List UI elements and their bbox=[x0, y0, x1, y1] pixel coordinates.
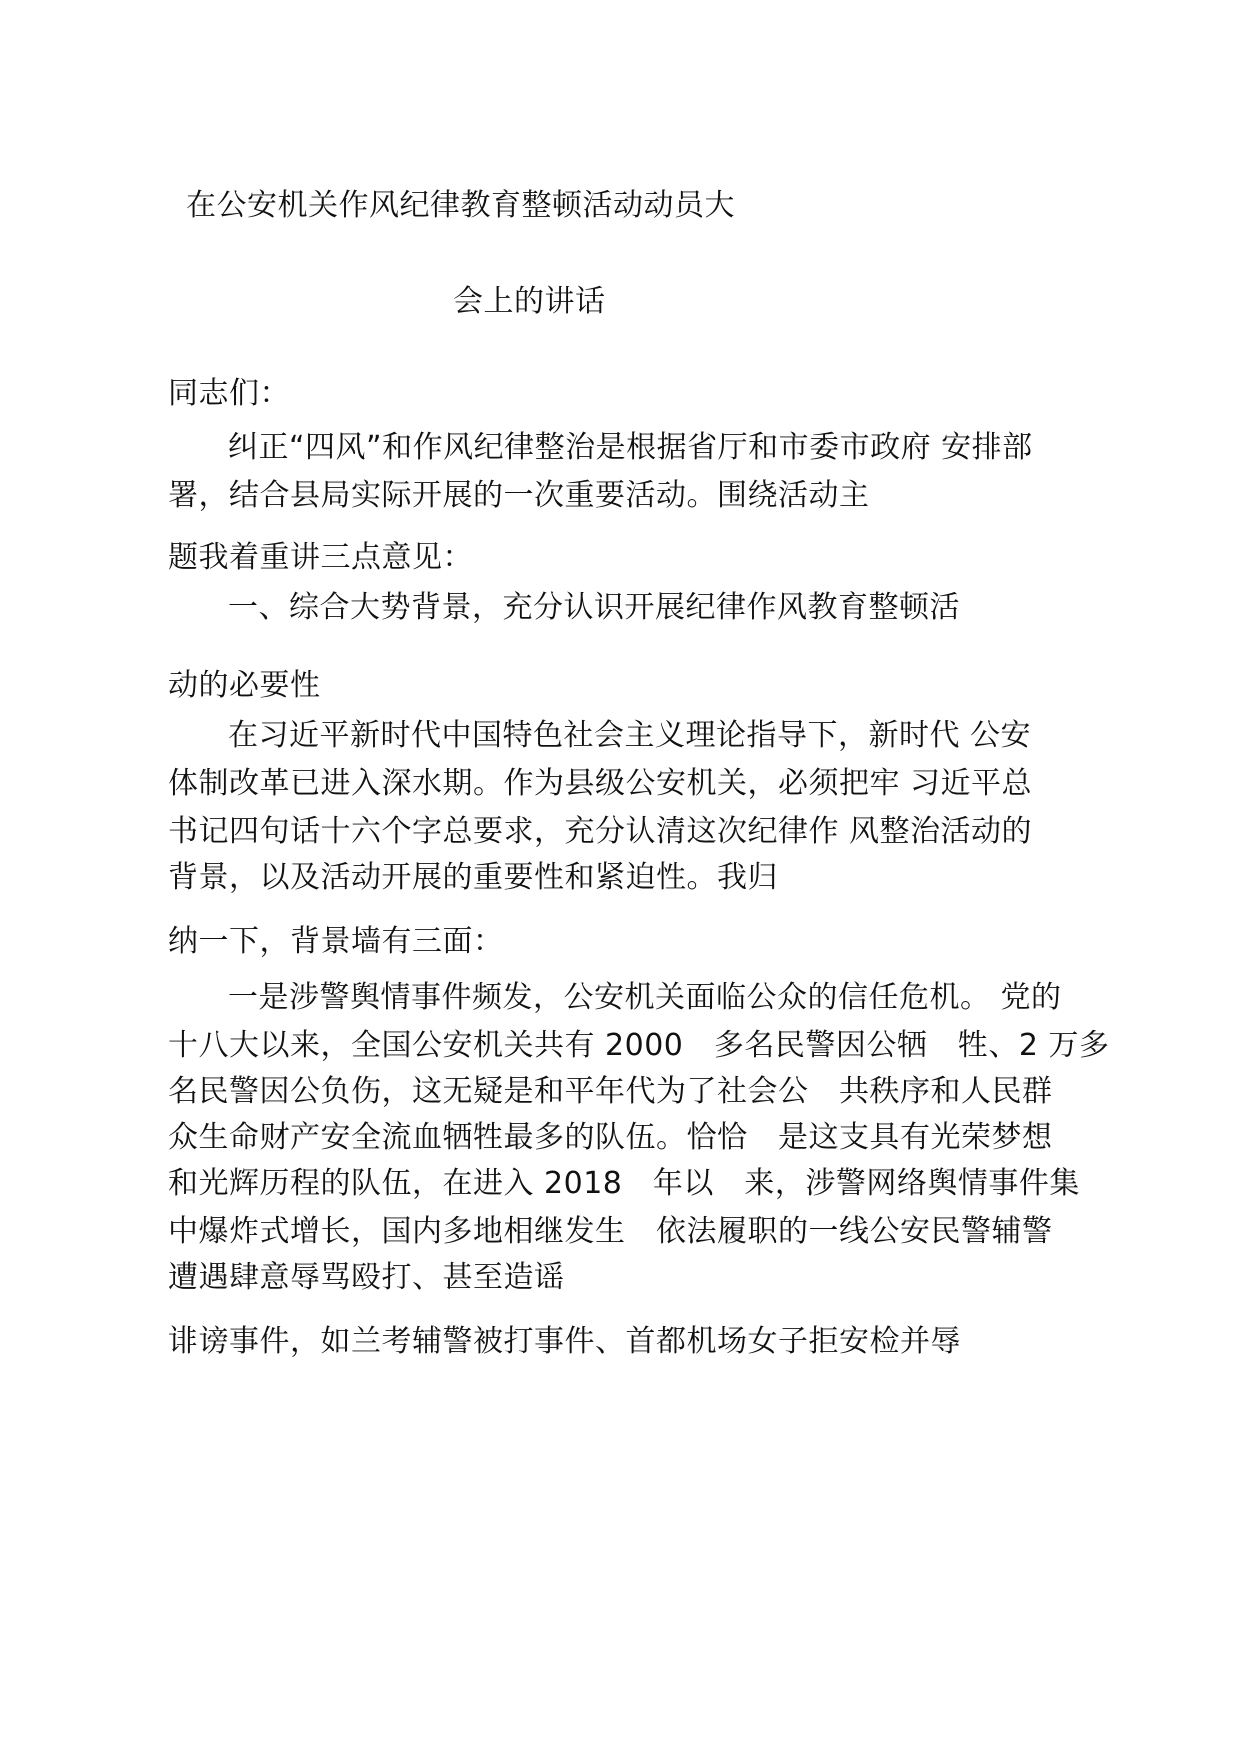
body-line: 纠正“四风”和作风纪律整治是根据省厅和市委市政府 安排部 bbox=[228, 430, 1033, 465]
section-heading-1-cont: 动的必要性 bbox=[168, 668, 321, 703]
body-line: 众生命财产安全流血牺牲最多的队伍。恰恰 是这支具有光荣梦想 bbox=[168, 1120, 1053, 1155]
body-line: 一是涉警舆情事件频发，公安机关面临公众的信任危机。 党的 bbox=[228, 980, 1062, 1015]
body-line: 遭遇肆意辱骂殴打、甚至造谣 bbox=[168, 1260, 565, 1295]
body-line: 背景，以及活动开展的重要性和紧迫性。我归 bbox=[168, 860, 778, 895]
body-line: 十八大以来，全国公安机关共有 2000 多名民警因公牺 牲、2 万多 bbox=[168, 1028, 1110, 1063]
body-line: 体制改革已进入深水期。作为县级公安机关，必须把牢 习近平总 bbox=[168, 766, 1033, 801]
body-line: 和光辉历程的队伍，在进入 2018 年以 来，涉警网络舆情事件集 bbox=[168, 1166, 1080, 1201]
title-line-1: 在公安机关作风纪律教育整顿活动动员大 bbox=[186, 188, 735, 223]
body-line: 书记四句话十六个字总要求，充分认清这次纪律作 风整治活动的 bbox=[168, 814, 1033, 849]
title-line-2: 会上的讲话 bbox=[453, 284, 606, 319]
body-line: 署，结合县局实际开展的一次重要活动。围绕活动主 bbox=[168, 478, 870, 513]
body-line: 中爆炸式增长，国内多地相继发生 依法履职的一线公安民警辅警 bbox=[168, 1214, 1053, 1249]
body-line: 题我着重讲三点意见： bbox=[168, 540, 473, 575]
salutation: 同志们： bbox=[168, 376, 290, 411]
body-line: 在习近平新时代中国特色社会主义理论指导下，新时代 公安 bbox=[228, 718, 1032, 753]
body-line: 诽谤事件，如兰考辅警被打事件、首都机场女子拒安检并辱 bbox=[168, 1324, 961, 1359]
section-heading-1: 一、综合大势背景，充分认识开展纪律作风教育整顿活 bbox=[228, 590, 960, 625]
body-line: 名民警因公负伤，这无疑是和平年代为了社会公 共秩序和人民群 bbox=[168, 1074, 1053, 1109]
body-line: 纳一下，背景墙有三面： bbox=[168, 924, 504, 959]
